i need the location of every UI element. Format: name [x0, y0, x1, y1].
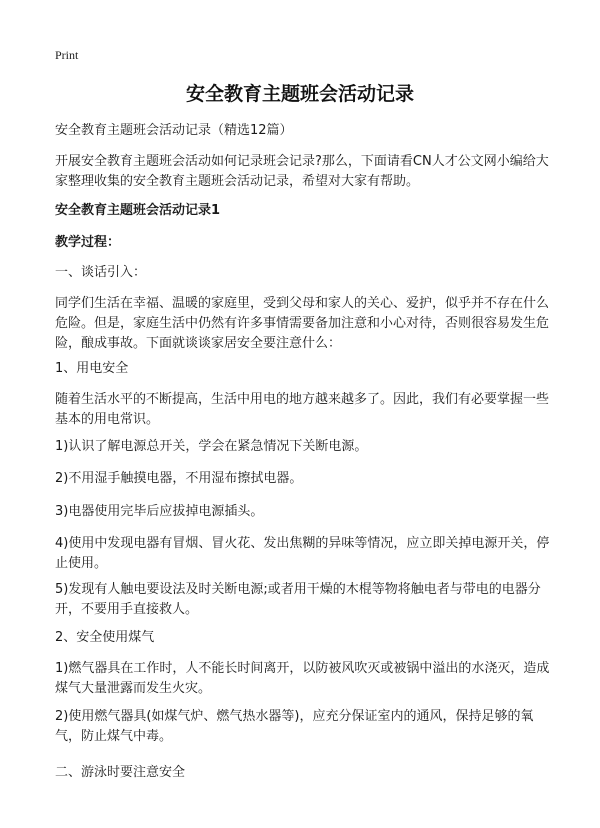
heading-paragraph: 2、安全使用煤气 — [55, 630, 155, 645]
list-item: 4)使用中发现电器有冒烟、冒火花、发出焦糊的异味等情况，应立即关掉电源开关，停止使用。 — [55, 536, 550, 571]
body-paragraph: 同学们生活在幸福、温暖的家庭里，受到父母和家人的关心、爱护，似乎并不存在什么危险。但是，家庭生活中仍然有许多事情需要备加注意和小心对待，否则很容易发生危险，酿成事故。下面就谈谈家居安全要注意什么： — [55, 296, 550, 351]
list-item: 2)使用燃气器具(如煤气炉、燃气热水器等)，应充分保证室内的通风，保持足够的氧气，防止煤气中毒。 — [55, 709, 534, 744]
heading-paragraph: 1、用电安全 — [55, 361, 129, 376]
subtitle-paragraph: 安全教育主题班会活动记录（精选12篇） — [55, 123, 293, 138]
heading-paragraph: 二、游泳时要注意安全 — [55, 765, 186, 780]
document-title: 安全教育主题班会活动记录 — [185, 83, 414, 105]
section-heading: 安全教育主题班会活动记录1 — [55, 203, 221, 218]
body-paragraph: 随着生活水平的不断提高，生活中用电的地方越来越多了。因此，我们有必要掌握一些基本的用电常识。 — [55, 392, 550, 427]
list-item: 2)不用湿手触摸电器，不用湿布擦拭电器。 — [55, 471, 303, 486]
list-item: 1)燃气器具在工作时，人不能长时间离开，以防被风吹灭或被锅中溢出的水浇灭，造成煤气大量泄露而发生火灾。 — [55, 661, 550, 696]
list-item: 5)发现有人触电要设法及时关断电源;或者用干燥的木棍等物将触电者与带电的电器分开，不要用手直接救人。 — [55, 582, 541, 617]
intro-paragraph: 开展安全教育主题班会活动如何记录班会记录?那么，下面请看CN人才公文网小编给大家整理收集的安全教育主题班会活动记录，希望对大家有帮助。 — [55, 154, 549, 189]
subheading: 教学过程： — [55, 235, 121, 250]
print-link[interactable]: Print — [55, 48, 79, 62]
list-item: 1)认识了解电源总开关，学会在紧急情况下关断电源。 — [55, 439, 368, 454]
heading-paragraph: 一、谈话引入： — [55, 265, 147, 280]
list-item: 3)电器使用完毕后应拔掉电源插头。 — [55, 504, 264, 519]
